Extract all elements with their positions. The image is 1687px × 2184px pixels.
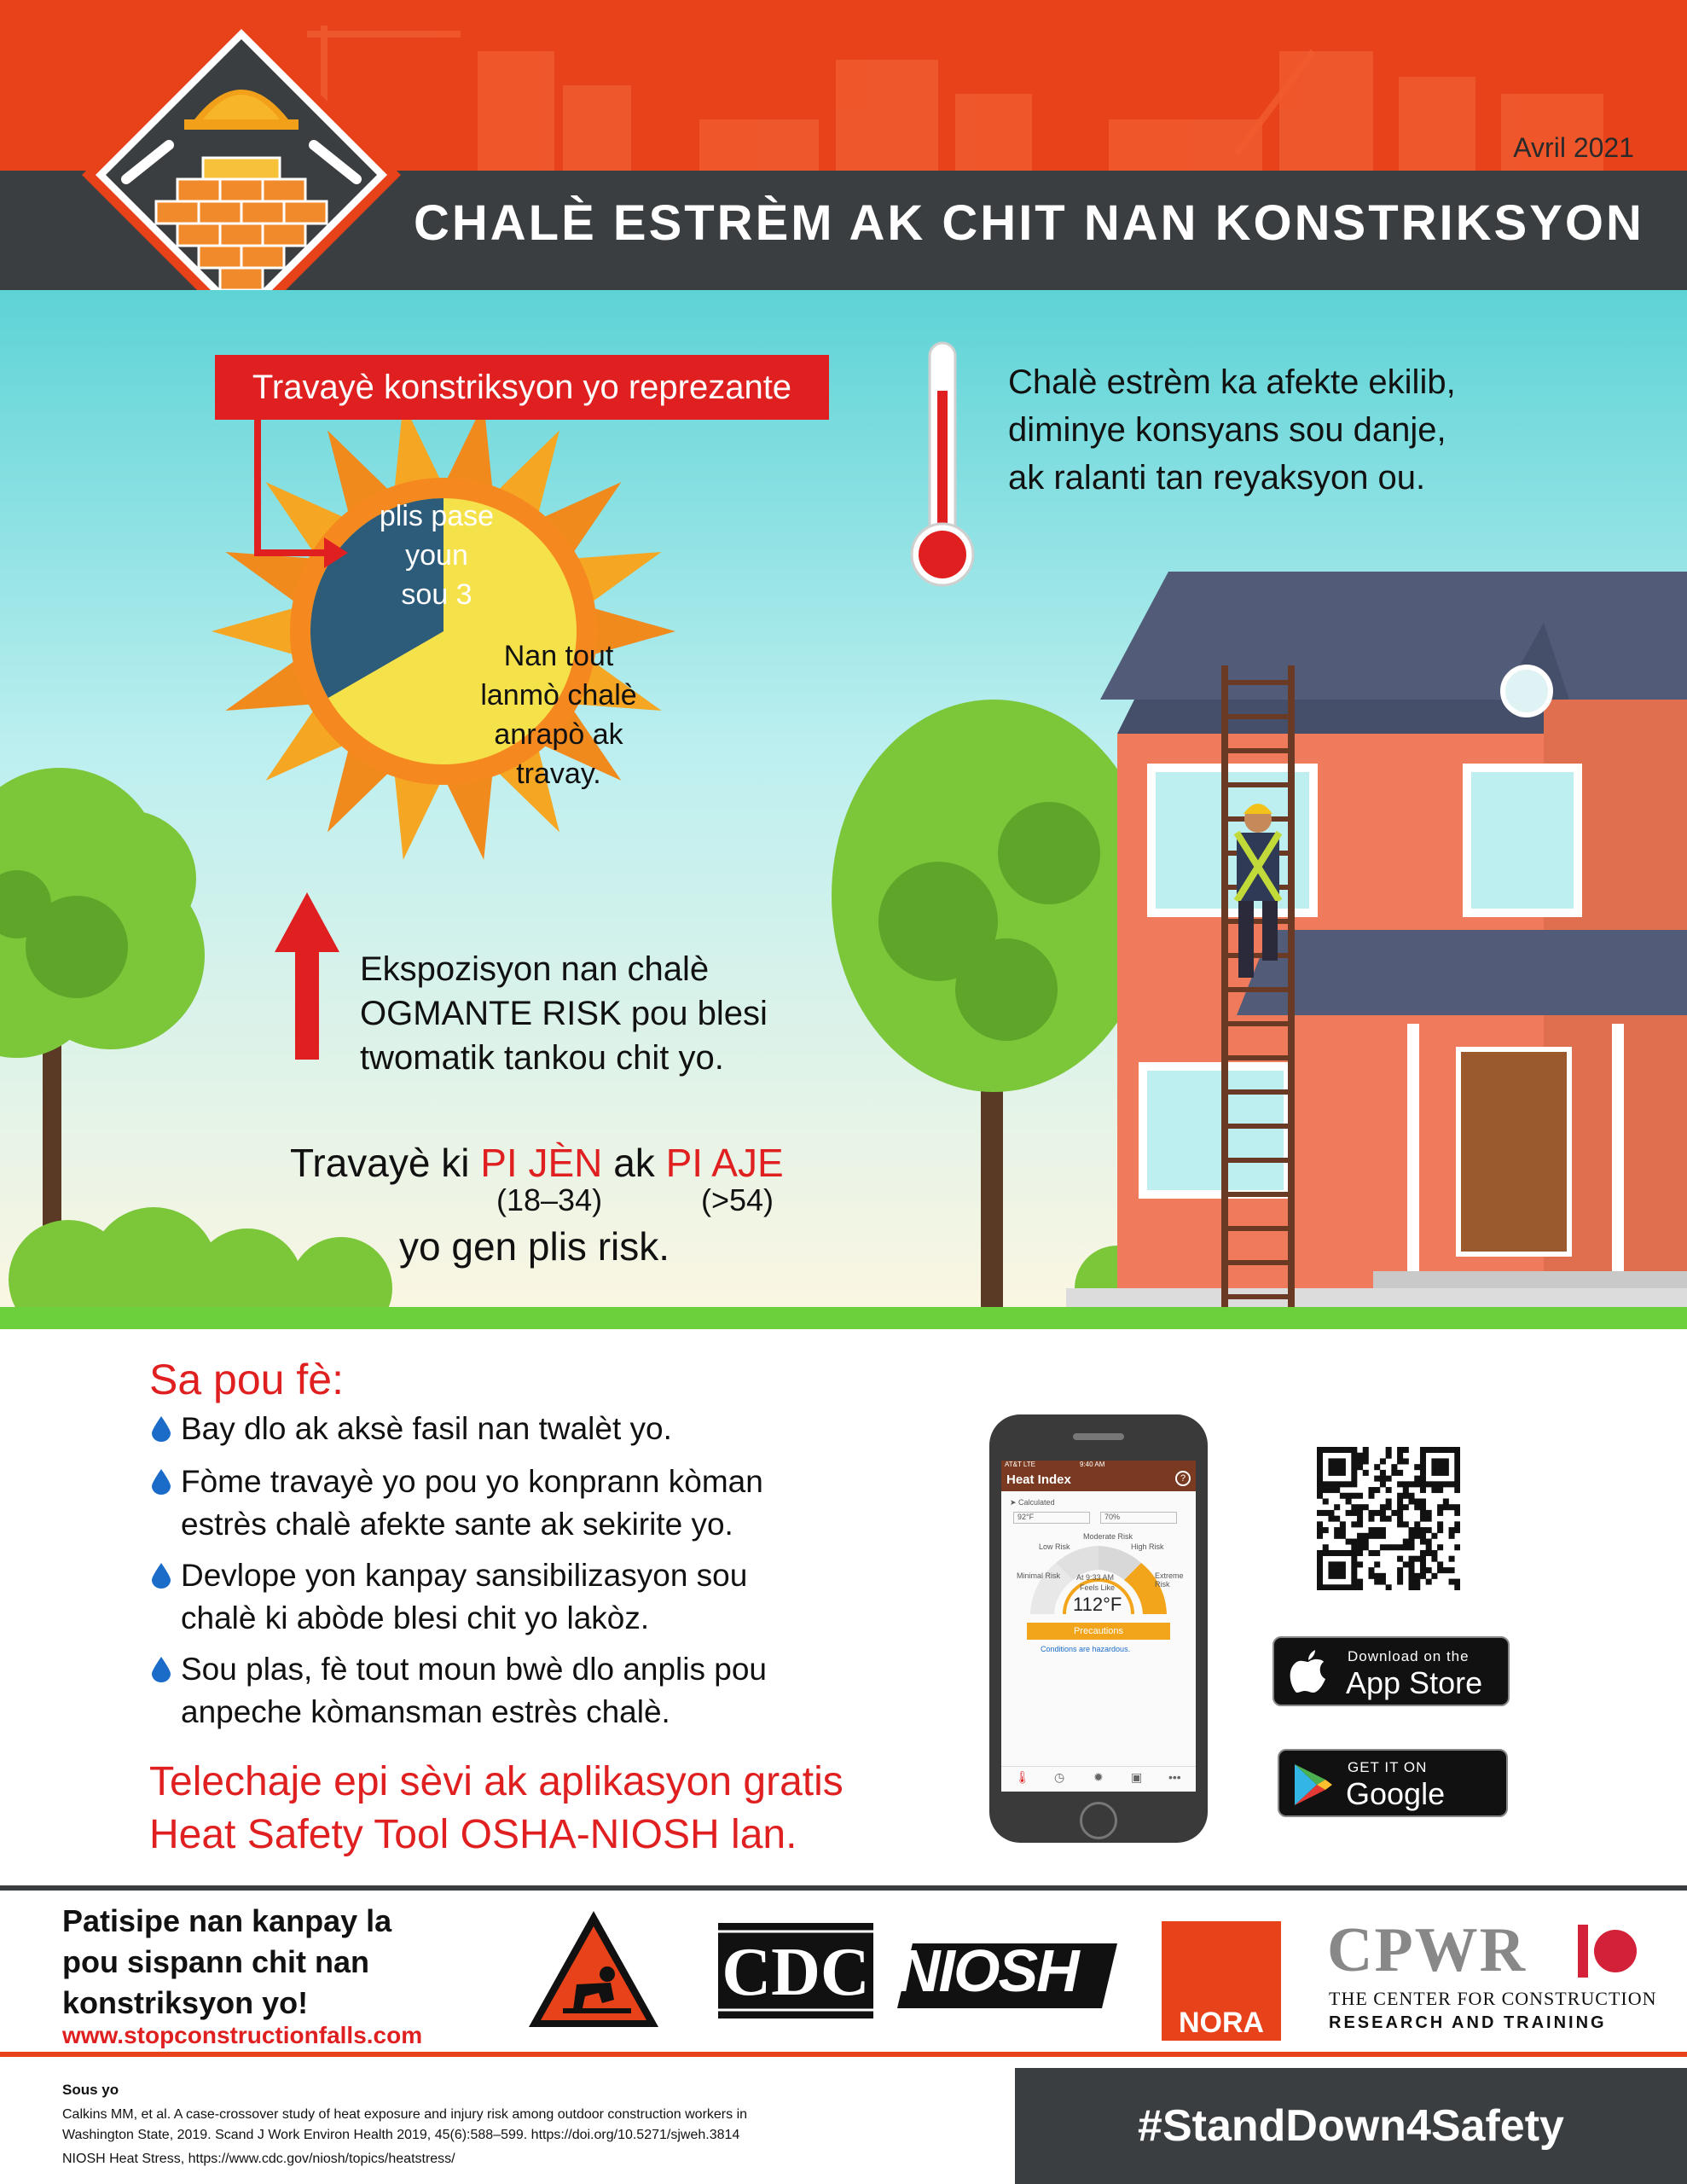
location-value: Calculated [1018, 1498, 1055, 1507]
age-and: ak [613, 1141, 655, 1185]
app-store-button[interactable] [1272, 1636, 1510, 1706]
heat-effects-line: diminye konsyans sou danje, [1008, 411, 1446, 449]
risk-level-label: Minimal Risk [1017, 1571, 1061, 1580]
google-play-icon [1293, 1763, 1334, 1807]
cpwr-subtitle: THE CENTER FOR CONSTRUCTION [1329, 1988, 1657, 2009]
pie-large-label-line: travay. [516, 758, 601, 790]
pie-small-label-line: sou 3 [401, 578, 472, 611]
hashtag-text: #StandDown4Safety [1138, 2101, 1564, 2151]
risk-text [360, 947, 872, 1080]
pie-large-label [461, 636, 657, 793]
age-risk-line [290, 1140, 784, 1186]
app-tab-bar [1001, 1766, 1196, 1792]
action-line: Bay dlo ak aksè fasil nan twalèt yo. [181, 1411, 672, 1446]
heat-effects-line: Chalè estrèm ka afekte ekilib, [1008, 363, 1456, 401]
app-title: Heat Index [1006, 1472, 1071, 1487]
temperature-field[interactable]: 92°F [1013, 1512, 1090, 1524]
campaign-line: pou sispann chit nan [62, 1944, 370, 1979]
pie-small-label-line: youn [405, 539, 468, 572]
app-download-cta [149, 1756, 994, 1862]
risk-line: OGMANTE RISK pou blesi [360, 995, 768, 1032]
cdc-logo-text: CDC [722, 1935, 870, 2010]
action-line: chalè ki abòde blesi chit yo lakòz. [181, 1600, 650, 1635]
pie-large-label-line: anrapò ak [494, 718, 623, 751]
heat-effects-text [1008, 358, 1605, 502]
action-item [152, 1461, 919, 1546]
help-icon[interactable]: ? [1175, 1471, 1191, 1486]
action-item [152, 1408, 919, 1450]
fall-warning-sign-icon [525, 1908, 662, 2030]
page-title: CHALÈ ESTRÈM AK CHIT NAN KONSTRIKSYON [414, 195, 1644, 251]
action-item [152, 1648, 919, 1734]
clock-tab-icon[interactable]: ◷ [1054, 1770, 1065, 1784]
ladder-worker [1211, 665, 1305, 1314]
campaign-line: Patisipe nan kanpay la [62, 1903, 392, 1938]
sources-heading: Sous yo [62, 2082, 119, 2098]
phone-home-button [1080, 1802, 1117, 1839]
app-store-small-text: Download on the [1348, 1648, 1470, 1664]
water-drop-icon [152, 1469, 171, 1495]
campaign-text [62, 1901, 489, 2024]
pie-small-label [351, 497, 522, 614]
age-old: PI AJE [665, 1141, 784, 1185]
footer-divider [0, 1885, 1687, 1891]
lightbulb-tab-icon[interactable]: ✹ [1093, 1770, 1104, 1784]
action-item [152, 1554, 919, 1640]
thermometer-tab-icon[interactable]: 🌡 [1015, 1770, 1030, 1784]
app-store-big-text: App Store [1346, 1665, 1483, 1700]
google-play-button[interactable] [1278, 1749, 1508, 1847]
action-line: estrès chalè afekte sante ak sekirite yo. [181, 1507, 733, 1542]
camera-tab-icon[interactable]: ▣ [1131, 1770, 1143, 1784]
age-young: PI JÈN [480, 1141, 603, 1185]
heat-effects-line: ak ralanti tan reyaksyon ou. [1008, 459, 1426, 497]
publication-date: Avril 2021 [1513, 132, 1634, 163]
house-illustration [1066, 572, 1687, 1314]
actions-heading: Sa pou fè: [149, 1356, 344, 1403]
precautions-button[interactable]: Precautions [1027, 1623, 1170, 1640]
pie-large-label-line: Nan tout [503, 640, 614, 672]
risk-level-label: Low Risk [1039, 1542, 1070, 1551]
cpwr-logo-mark [1578, 1921, 1638, 1981]
apple-icon [1290, 1650, 1327, 1694]
risk-level-label: High Risk [1131, 1542, 1164, 1551]
conditions-text: Conditions are hazardous. [1041, 1645, 1131, 1653]
google-play-small-text: GET IT ON [1348, 1759, 1428, 1775]
sources-divider [0, 2052, 1687, 2057]
water-drop-icon [152, 1657, 171, 1682]
cpwr-subtitle: RESEARCH AND TRAINING [1329, 2013, 1607, 2032]
google-play-big-text: Google Play [1346, 1776, 1446, 1847]
water-drop-icon [152, 1563, 171, 1589]
label-arrow [247, 410, 367, 580]
phone-screen [1001, 1461, 1196, 1792]
risk-level-label: Extreme Risk [1155, 1571, 1184, 1589]
increase-arrow-icon [273, 892, 341, 1063]
app-header [1001, 1461, 1196, 1491]
niosh-logo-text: NIOSH [897, 1937, 1078, 2004]
age-prefix: Travayè ki [290, 1141, 470, 1185]
thermometer-icon [906, 340, 983, 595]
status-time: 9:40 AM [1080, 1461, 1105, 1468]
more-tab-icon[interactable]: ••• [1168, 1770, 1181, 1784]
risk-line: twomatik tankou chit yo. [360, 1039, 724, 1077]
source-citation: Washington State, 2019. Scand J Work Environ Health 2019, 45(6):588–599. https://doi.org/10.5271/sjweh.3814 [62, 2128, 740, 2142]
phone-speaker [1073, 1433, 1124, 1440]
source-link[interactable]: NIOSH Heat Stress, https://www.cdc.gov/niosh/topics/heatstress/ [62, 2152, 455, 2166]
feels-like-value: 112°F [1073, 1594, 1122, 1615]
risk-level-label: Moderate Risk [1083, 1532, 1133, 1541]
carrier-text: AT&T LTE [1005, 1461, 1036, 1468]
action-line: Devlope yon kanpay sansibilizasyon sou [181, 1558, 748, 1593]
age-risk-tail: yo gen plis risk. [399, 1224, 670, 1269]
pie-large-label-line: lanmò chalè [480, 679, 637, 712]
app-cta-line: Telechaje epi sèvi ak aplikasyon gratis [149, 1759, 844, 1804]
pie-small-label-line: plis pase [379, 500, 495, 532]
age-old-range: (>54) [701, 1182, 774, 1217]
grass-strip [0, 1307, 1687, 1329]
campaign-link[interactable]: www.stopconstructionfalls.com [62, 2022, 423, 2048]
action-line: Sou plas, fè tout moun bwè dlo anplis pou [181, 1652, 768, 1687]
action-line: Fòme travayè yo pou yo konprann kòman [181, 1464, 763, 1499]
source-citation: Calkins MM, et al. A case-crossover study of heat exposure and injury risk among outdoor construction workers in [62, 2107, 748, 2122]
app-cta-line: Heat Safety Tool OSHA-NIOSH lan. [149, 1812, 797, 1857]
qr-code[interactable] [1317, 1447, 1460, 1590]
risk-line: Ekspozisyon nan chalè [360, 950, 710, 988]
action-line: anpeche kòmansman estrès chalè. [181, 1694, 670, 1729]
feels-like-label: Feels Like [1080, 1583, 1116, 1592]
age-young-range: (18–34) [496, 1182, 603, 1217]
chart-label: Travayè konstriksyon yo reprezante [215, 355, 829, 420]
nora-logo-text: NORA [1178, 2007, 1265, 2039]
campaign-line: konstriksyon yo! [62, 1985, 309, 2020]
location-label: ➤ Calculated [1010, 1498, 1055, 1507]
humidity-field[interactable]: 70% [1100, 1512, 1177, 1524]
cpwr-logo-text: CPWR [1327, 1915, 1528, 1985]
sun-ray [212, 606, 301, 656]
bushes-left [0, 1194, 443, 1314]
water-drop-icon [152, 1416, 171, 1442]
reading-time: At 9:33 AM [1076, 1573, 1115, 1582]
